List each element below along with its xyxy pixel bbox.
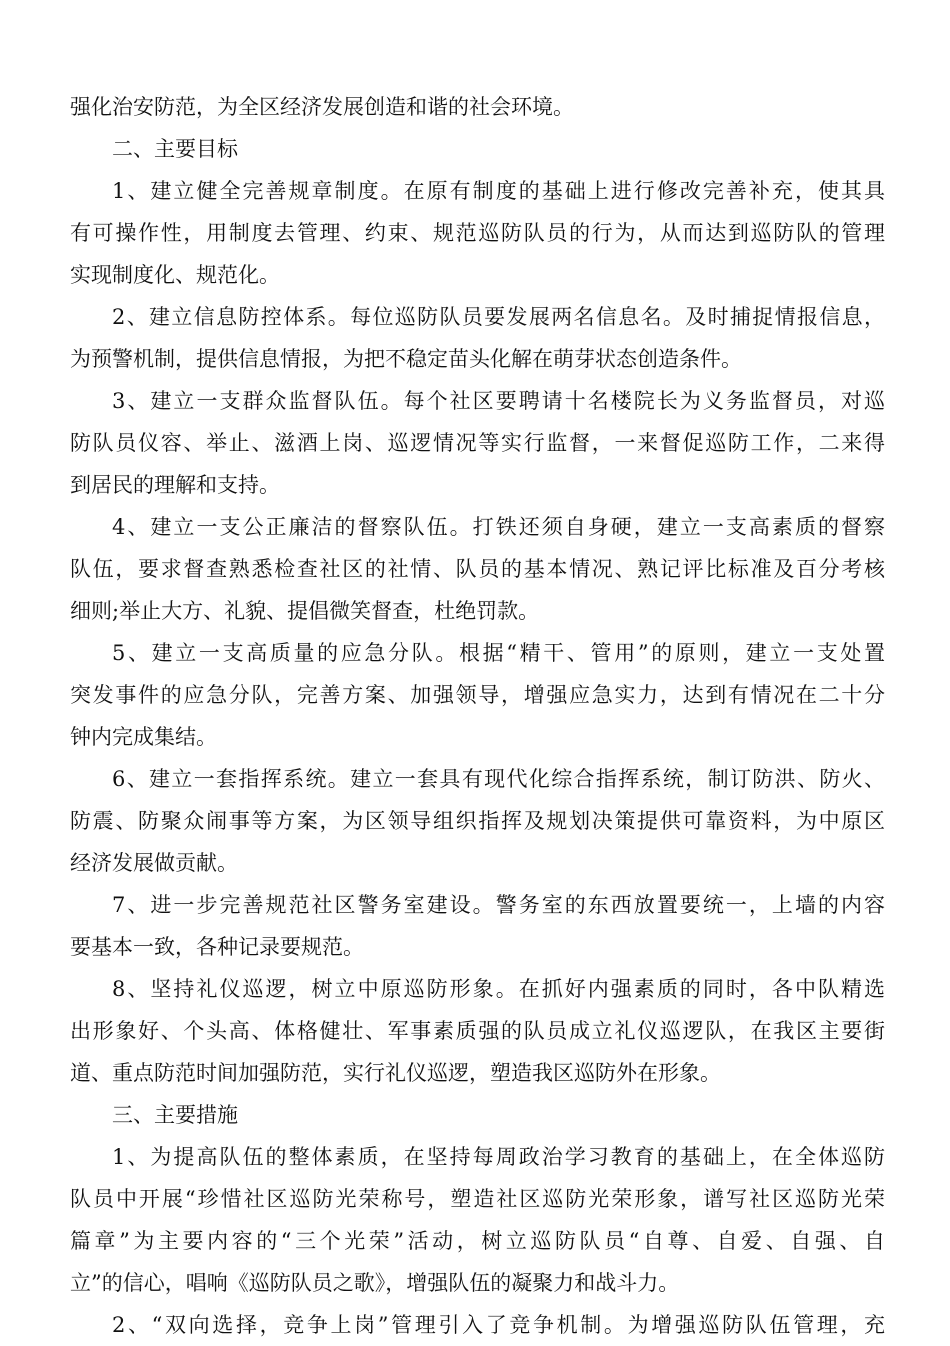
text-line: 防队员仪容、举止、滋酒上岗、巡逻情况等实行监督，一来督促巡防工作，二来得 bbox=[70, 431, 885, 455]
text-line: 5、建立一支高质量的应急分队。根据“精干、管用”的原则，建立一支处置 bbox=[112, 641, 885, 665]
text-line: 队员中开展“珍惜社区巡防光荣称号，塑造社区巡防光荣形象，谱写社区巡防光荣 bbox=[70, 1187, 885, 1211]
text-line: 钟内完成集结。 bbox=[70, 725, 217, 749]
text-line: 有可操作性，用制度去管理、约束、规范巡防队员的行为，从而达到巡防队的管理 bbox=[70, 221, 885, 245]
text-line: 队伍，要求督查熟悉检查社区的社情、队员的基本情况、熟记评比标准及百分考核 bbox=[70, 557, 885, 581]
text-line: 篇章”为主要内容的“三个光荣”活动，树立巡防队员“自尊、自爱、自强、自 bbox=[70, 1229, 885, 1253]
text-line: 6、建立一套指挥系统。建立一套具有现代化综合指挥系统，制订防洪、防火、 bbox=[112, 767, 885, 791]
text-line: 8、坚持礼仪巡逻，树立中原巡防形象。在抓好内强素质的同时，各中队精选 bbox=[112, 977, 885, 1001]
section-heading: 二、主要目标 bbox=[112, 137, 238, 161]
text-line: 突发事件的应急分队，完善方案、加强领导，增强应急实力，达到有情况在二十分 bbox=[70, 683, 885, 707]
text-line: 2、建立信息防控体系。每位巡防队员要发展两名信息名。及时捕捉情报信息， bbox=[112, 305, 885, 329]
text-line: 道、重点防范时间加强防范，实行礼仪巡逻，塑造我区巡防外在形象。 bbox=[70, 1061, 721, 1085]
text-line: 细则;举止大方、礼貌、提倡微笑督查，杜绝罚款。 bbox=[70, 599, 540, 623]
section-heading: 三、主要措施 bbox=[112, 1103, 238, 1127]
text-line: 出形象好、个头高、体格健壮、军事素质强的队员成立礼仪巡逻队，在我区主要街 bbox=[70, 1019, 885, 1043]
text-line: 实现制度化、规范化。 bbox=[70, 263, 280, 287]
text-line: 强化治安防范，为全区经济发展创造和谐的社会环境。 bbox=[70, 95, 574, 119]
text-line: 经济发展做贡献。 bbox=[70, 851, 238, 875]
text-line: 4、建立一支公正廉洁的督察队伍。打铁还须自身硬，建立一支高素质的督察 bbox=[112, 515, 885, 539]
text-line: 7、进一步完善规范社区警务室建设。警务室的东西放置要统一，上墙的内容 bbox=[112, 893, 885, 917]
text-line: 3、建立一支群众监督队伍。每个社区要聘请十名楼院长为义务监督员，对巡 bbox=[112, 389, 885, 413]
text-line: 要基本一致，各种记录要规范。 bbox=[70, 935, 364, 959]
text-line: 立”的信心，唱响《巡防队员之歌》，增强队伍的凝聚力和战斗力。 bbox=[70, 1271, 680, 1295]
text-line: 到居民的理解和支持。 bbox=[70, 473, 280, 497]
document-page bbox=[70, 86, 885, 1346]
text-line: 为预警机制，提供信息情报，为把不稳定苗头化解在萌芽状态创造条件。 bbox=[70, 347, 742, 371]
text-line: 1、为提高队伍的整体素质，在坚持每周政治学习教育的基础上，在全体巡防 bbox=[112, 1145, 885, 1169]
text-line: 2、“双向选择，竞争上岗”管理引入了竞争机制。为增强巡防队伍管理，充 bbox=[112, 1313, 885, 1337]
text-line: 防震、防聚众闹事等方案，为区领导组织指挥及规划决策提供可靠资料，为中原区 bbox=[70, 809, 885, 833]
text-line: 1、建立健全完善规章制度。在原有制度的基础上进行修改完善补充，使其具 bbox=[112, 179, 885, 203]
